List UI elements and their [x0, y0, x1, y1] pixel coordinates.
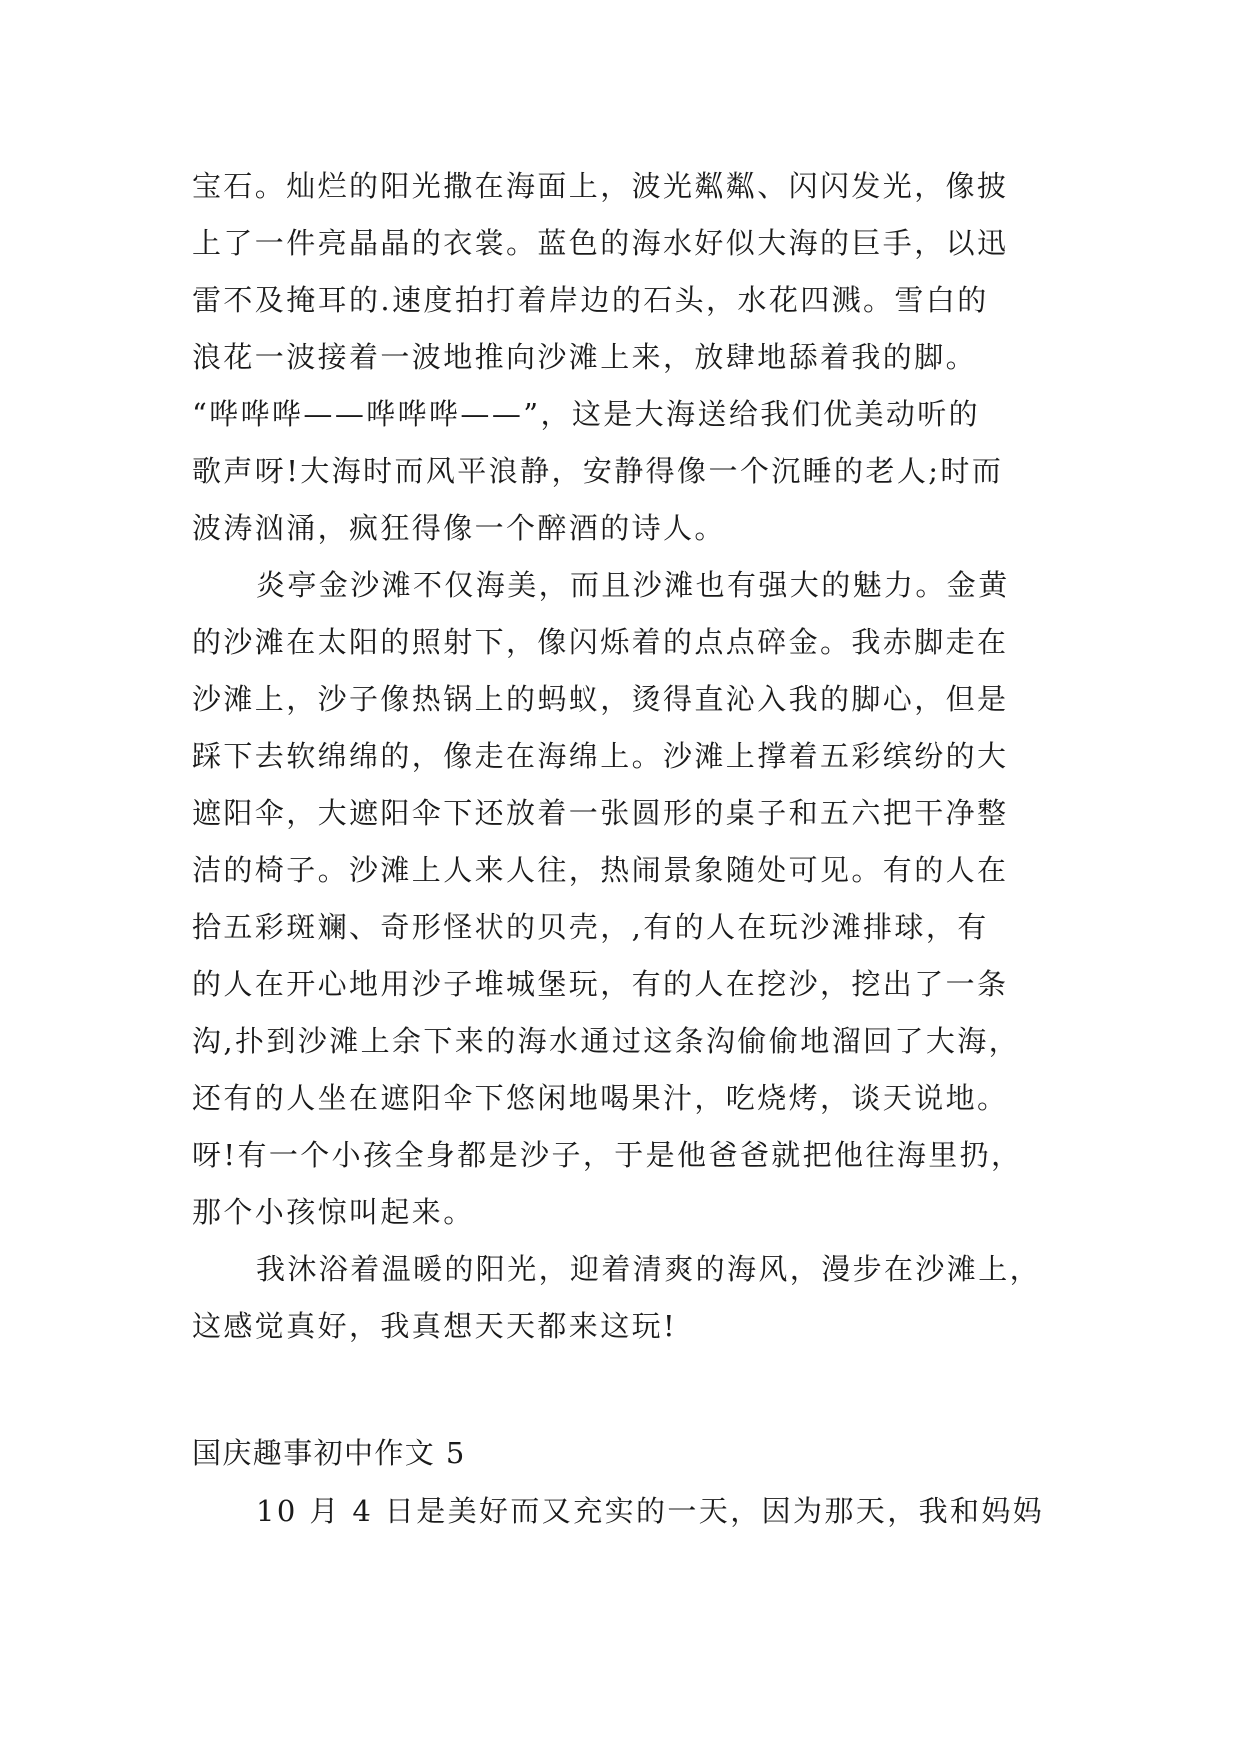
paragraph-line: 上了一件亮晶晶的衣裳。蓝色的海水好似大海的巨手，以迅	[192, 226, 1009, 260]
paragraph-line: 的人在开心地用沙子堆城堡玩，有的人在挖沙，挖出了一条	[192, 967, 1009, 1001]
section-spacer	[192, 1355, 1048, 1423]
paragraph-line: 洁的椅子。沙滩上人来人往，热闹景象随处可见。有的人在	[192, 853, 1009, 887]
paragraph-line: 我沐浴着温暖的阳光，迎着清爽的海风，漫步在沙滩上，	[256, 1252, 1042, 1286]
paragraph-line: 这感觉真好，我真想天天都来这玩!	[192, 1309, 678, 1343]
paragraph-line: 呀!有一个小孩全身都是沙子，于是他爸爸就把他往海里扔，	[192, 1138, 1023, 1172]
paragraph-line: 遮阳伞，大遮阳伞下还放着一张圆形的桌子和五六把干净整	[192, 796, 1009, 830]
paragraph-line: 还有的人坐在遮阳伞下悠闲地喝果汁，吃烧烤，谈天说地。	[192, 1081, 1009, 1115]
paragraph-essay-5-intro	[192, 1483, 1048, 1540]
paragraph-line: “哗哗哗——哗哗哗——”，这是大海送给我们优美动听的	[192, 397, 981, 431]
paragraph-line: 沟,扑到沙滩上余下来的海水通过这条沟偷偷地溜回了大海，	[192, 1024, 1021, 1058]
paragraph-line: 宝石。灿烂的阳光撒在海面上，波光粼粼、闪闪发光，像披	[192, 169, 1009, 203]
paragraph-sea-description	[192, 158, 1048, 557]
section-title: 国庆趣事初中作文 5	[192, 1436, 466, 1470]
paragraph-line: 炎亭金沙滩不仅海美，而且沙滩也有强大的魅力。金黄	[256, 568, 1010, 602]
paragraph-line: 10 月 4 日是美好而又充实的一天，因为那天，我和妈妈	[256, 1494, 1045, 1528]
paragraph-line: 浪花一波接着一波地推向沙滩上来，放肆地舔着我的脚。	[192, 340, 978, 374]
paragraph-line: 的沙滩在太阳的照射下，像闪烁着的点点碎金。我赤脚走在	[192, 625, 1009, 659]
paragraph-line: 拾五彩斑斓、奇形怪状的贝壳，,有的人在玩沙滩排球，有	[192, 910, 989, 944]
paragraph-beach-description	[192, 557, 1048, 1241]
paragraph-line: 踩下去软绵绵的，像走在海绵上。沙滩上撑着五彩缤纷的大	[192, 739, 1009, 773]
paragraph-line: 波涛汹涌，疯狂得像一个醉酒的诗人。	[192, 511, 726, 545]
paragraph-line: 沙滩上，沙子像热锅上的蚂蚁，烫得直沁入我的脚心，但是	[192, 682, 1009, 716]
paragraph-conclusion	[192, 1241, 1048, 1355]
document-body	[192, 158, 1048, 1540]
paragraph-line: 那个小孩惊叫起来。	[192, 1195, 475, 1229]
paragraph-line: 雷不及掩耳的.速度拍打着岸边的石头，水花四溅。雪白的	[192, 283, 989, 317]
paragraph-line: 歌声呀!大海时而风平浪静，安静得像一个沉睡的老人;时而	[192, 454, 1004, 488]
